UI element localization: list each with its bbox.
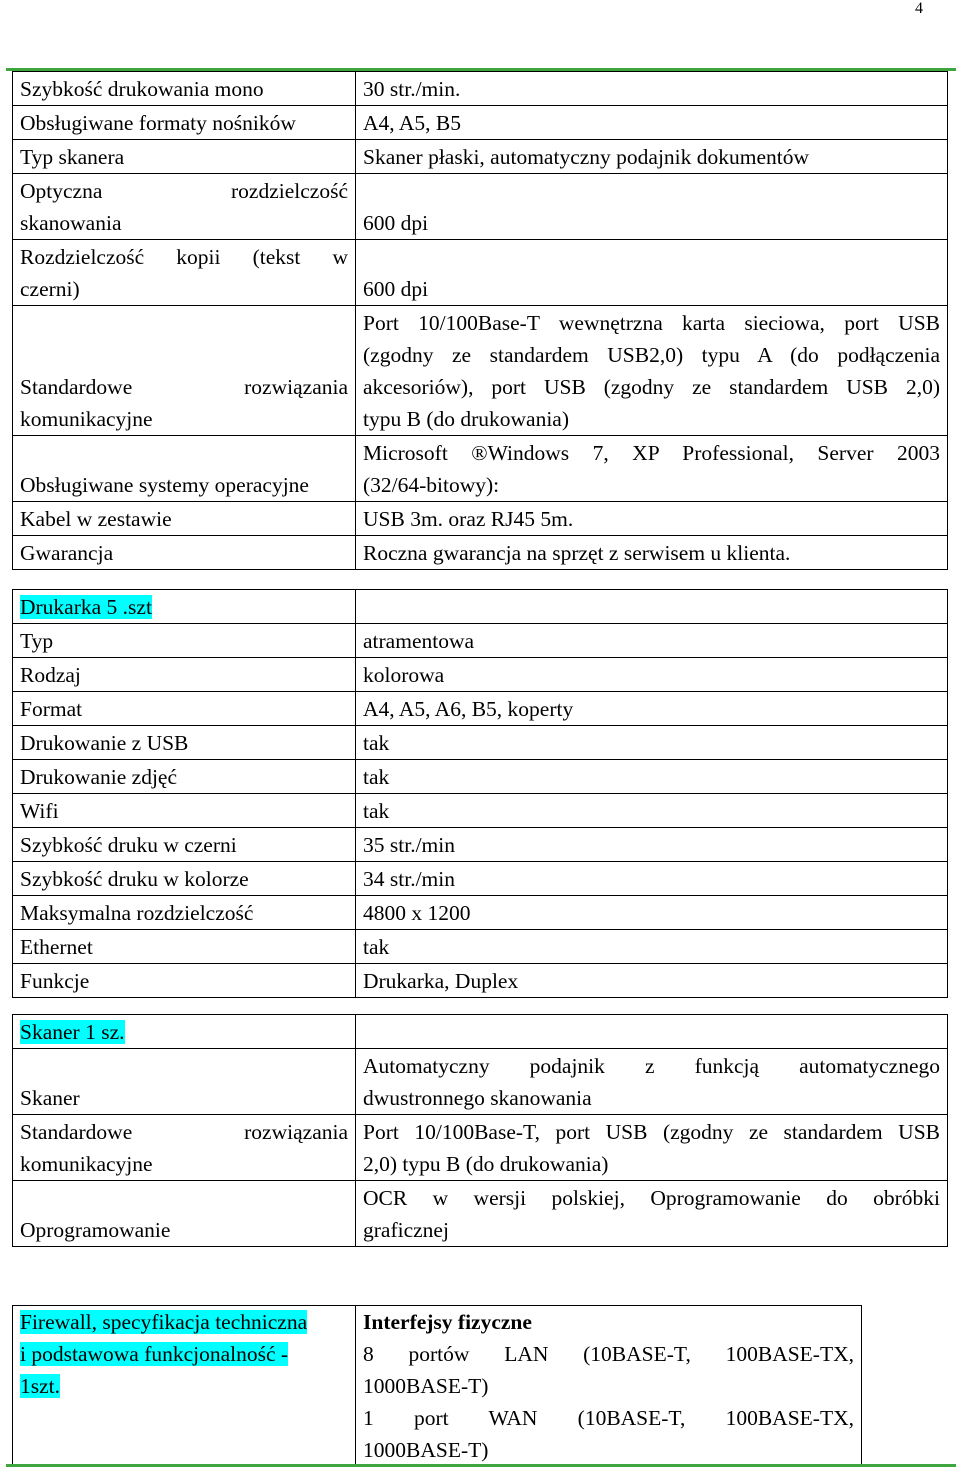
printer-spec-table [12,71,948,570]
label-cell: Format [13,692,356,726]
value-cell: A4, A5, A6, B5, koperty [356,692,948,726]
value-cell: tak [356,726,948,760]
value-line: 30 str./min. [363,77,461,101]
label-cell: Szybkość druku w kolorze [13,862,356,896]
label-line: Gwarancja [20,541,114,565]
label-cell [13,240,356,306]
value-cell [356,240,948,306]
table-heading-cell [13,1015,356,1049]
label-line: Szybkość drukowania mono [20,77,264,101]
table-row [13,794,948,828]
label-line: Obsługiwane formaty nośników [20,111,296,135]
value-cell: atramentowa [356,624,948,658]
label-line: Oprogramowanie [20,1218,171,1242]
value-cell: kolorowa [356,658,948,692]
value-cell: tak [356,760,948,794]
label-line: Optyczna rozdzielczość [20,179,348,203]
label-line: Typ skanera [20,145,125,169]
firewall-table [12,1305,862,1467]
table-row [13,1181,948,1247]
label-cell: Maksymalna rozdzielczość [13,896,356,930]
value-cell: 35 str./min [356,828,948,862]
value-line: OCR w wersji polskiej, Oprogramowanie do obróbki [363,1186,940,1210]
value-line: (zgodny ze standardem USB2,0) typu A (do podłączenia [363,343,940,367]
value-cell [356,306,948,436]
value-line: 1000BASE-T) [363,1374,489,1398]
value-line: Automatyczny podajnik z funkcją automatycznego [363,1054,940,1078]
value-cell [356,140,948,174]
table-heading-cell [13,590,356,624]
label-cell: Funkcje [13,964,356,998]
firewall-value-cell [356,1306,862,1467]
table-row [13,502,948,536]
label-cell [13,306,356,436]
page-number: 4 [915,0,923,17]
table-heading-row [13,1015,948,1049]
label-cell [13,1049,356,1115]
label-line: komunikacyjne [20,1152,153,1176]
value-line: 600 dpi [363,211,429,235]
table-row [13,306,948,436]
empty-cell [356,590,948,624]
label-cell: Ethernet [13,930,356,964]
value-cell: tak [356,930,948,964]
printer-heading: Drukarka 5 .szt [20,595,152,619]
table-row [13,828,948,862]
table-row [13,726,948,760]
label-line: Kabel w zestawie [20,507,172,531]
value-cell [356,1181,948,1247]
label-cell [13,436,356,502]
bottom-green-rule [6,1464,956,1467]
table-row [13,624,948,658]
value-cell [356,436,948,502]
empty-cell [356,1015,948,1049]
label-line: Standardowe rozwiązania [20,1120,348,1144]
label-line: Skaner [20,1086,80,1110]
value-cell [356,72,948,106]
firewall-heading-line-1: Firewall, specyfikacja techniczna [20,1310,308,1334]
value-line: Port 10/100Base-T wewnętrzna karta sieciowa, port USB [363,311,940,335]
label-cell: Drukowanie zdjęć [13,760,356,794]
value-line: Microsoft ®Windows 7, XP Professional, Server 2003 [363,441,940,465]
value-line: 2,0) typu B (do drukowania) [363,1152,609,1176]
value-cell: 34 str./min [356,862,948,896]
label-line: czerni) [20,277,80,301]
value-line: akcesoriów), port USB (zgodny ze standardem USB 2,0) [363,375,940,399]
label-cell [13,1115,356,1181]
scanner-table [12,1014,948,1247]
scanner-heading: Skaner 1 sz. [20,1020,125,1044]
value-line: graficznej [363,1218,449,1242]
firewall-heading-line-2: i podstawowa funkcjonalność - [20,1342,289,1366]
table-heading-row [13,590,948,624]
value-line: (32/64-bitowy): [363,473,500,497]
label-line: skanowania [20,211,122,235]
value-line: Roczna gwarancja na sprzęt z serwisem u klienta. [363,541,791,565]
label-line: Standardowe rozwiązania [20,375,348,399]
label-cell [13,174,356,240]
table-row [13,964,948,998]
value-cell: 4800 x 1200 [356,896,948,930]
value-line: dwustronnego skanowania [363,1086,592,1110]
table-row [13,536,948,570]
table-row [13,436,948,502]
table-row [13,930,948,964]
label-cell: Wifi [13,794,356,828]
value-line: 1 port WAN (10BASE-T, 100BASE-TX, [363,1406,854,1430]
table-row [13,692,948,726]
table-row [13,1049,948,1115]
label-line: Obsługiwane systemy operacyjne [20,473,309,497]
value-line: 600 dpi [363,277,429,301]
value-line: 8 portów LAN (10BASE-T, 100BASE-TX, [363,1342,854,1366]
value-line: Port 10/100Base-T, port USB (zgodny ze standardem USB [363,1120,940,1144]
label-cell: Szybkość druku w czerni [13,828,356,862]
interfaces-title: Interfejsy fizyczne [363,1310,532,1334]
label-line: komunikacyjne [20,407,153,431]
label-cell: Rodzaj [13,658,356,692]
value-cell [356,502,948,536]
label-cell [13,536,356,570]
label-cell [13,106,356,140]
table-row [13,1306,862,1467]
table-row [13,174,948,240]
table-row [13,140,948,174]
value-cell: tak [356,794,948,828]
value-cell [356,536,948,570]
printer-5-table [12,589,948,998]
label-line: Rozdzielczość kopii (tekst w [20,245,348,269]
value-line: Skaner płaski, automatyczny podajnik dokumentów [363,145,810,169]
label-cell [13,140,356,174]
table-row [13,72,948,106]
table-row [13,760,948,794]
value-cell [356,1049,948,1115]
value-cell: Drukarka, Duplex [356,964,948,998]
table-row [13,658,948,692]
table-row [13,896,948,930]
value-line: 1000BASE-T) [363,1438,489,1462]
label-cell: Typ [13,624,356,658]
value-line: USB 3m. oraz RJ45 5m. [363,507,574,531]
label-cell [13,72,356,106]
value-line: typu B (do drukowania) [363,407,570,431]
table-row [13,1115,948,1181]
label-cell: Drukowanie z USB [13,726,356,760]
table-row [13,862,948,896]
value-cell [356,106,948,140]
firewall-heading-line-3: 1szt. [20,1374,61,1398]
table-row [13,240,948,306]
value-cell [356,1115,948,1181]
value-cell [356,174,948,240]
value-line: A4, A5, B5 [363,111,461,135]
table-row [13,106,948,140]
label-cell [13,1181,356,1247]
firewall-heading-cell [13,1306,356,1467]
label-cell [13,502,356,536]
